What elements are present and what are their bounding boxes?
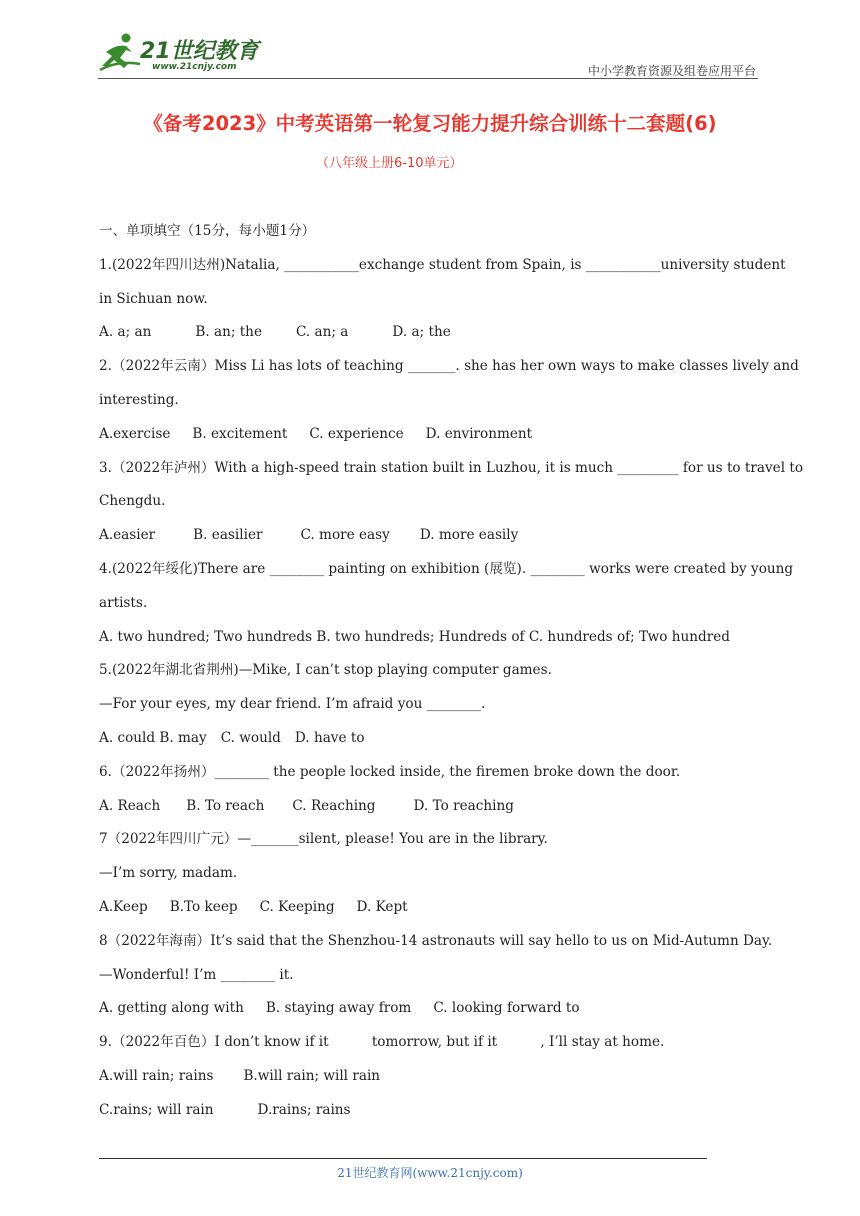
page-footer: 21世纪教育网(www.21cnjy.com) [337,1166,523,1180]
question-stem: 5.(2022年湖北省荆州)—Mike, I can’t stop playing computer games. [99,662,552,679]
option: D. environment [425,425,533,442]
option: D. more easily [419,527,519,544]
option: C.rains; will rain [99,1101,214,1118]
question-stem: in Sichuan now. [99,290,208,307]
question-stem: 2.（2022年云南）Miss Li has lots of teaching _______. she has her own ways to make classes lively and [99,358,799,375]
section-title: 一、单项填空（15分，每小题1分） [99,223,316,239]
question-stem: —For your eyes, my dear friend. I’m afraid you ________. [99,696,486,713]
option: C. Keeping [259,898,335,915]
question-stem: 1.(2022年四川达州)Natalia, ___________exchange student from Spain, is ___________university student [99,256,786,273]
question-stem: Chengdu. [99,493,166,510]
option: A.will rain; rains [99,1067,214,1084]
question-stem: 3.（2022年泸州）With a high-speed train station built in Luzhou, it is much _________ for us to travel to [99,459,804,476]
page-subtitle: （八年级上册6-10单元） [316,156,463,171]
option: C. an; a [295,324,349,341]
option: A.easier [99,527,156,544]
question-stem: —I’m sorry, madam. [99,865,238,882]
site-logo [98,30,298,76]
option: D. To reaching [413,797,514,814]
option: B. staying away from [265,1000,412,1017]
logo-url: www.21cnjy.com [152,62,237,72]
page-header [98,30,758,80]
page-title: 《备考2023》中考英语第一轮复习能力提升综合训练十二套题(6) [143,112,717,135]
option: B. To reach [186,797,265,814]
question-options [99,1094,764,1128]
question-stem: 6.（2022年扬州）________ the people locked inside, the firemen broke down the door. [99,763,681,780]
option: C. would [220,729,281,746]
question-stem: —Wonderful! I’m ________ it. [99,966,294,983]
option: C. looking forward to [433,1000,580,1017]
option: B. excitement [192,425,288,442]
option: D. a; the [392,324,451,341]
question-options [99,790,764,824]
option: C. experience [309,425,404,442]
option: A.Keep [99,898,148,915]
option: A. two hundred; Two hundreds B. two hundreds; Hundreds of C. hundreds of; Two hundred [99,628,730,645]
option: A.exercise [99,425,171,442]
option: C. Reaching [292,797,376,814]
question-stem: 4.(2022年绥化)There are ________ painting on exhibition (展览). ________ works were created by young [99,560,794,577]
option: B. easilier [193,527,263,544]
question-options [99,418,764,452]
option: D. Kept [356,898,408,915]
option: B. an; the [195,324,262,341]
question-options [99,992,764,1026]
question-stem: artists. [99,594,148,611]
footer-divider [99,1158,707,1159]
question-list [99,215,804,1128]
option: D.rains; rains [257,1101,351,1118]
question-options [99,891,764,925]
option: D. have to [294,729,365,746]
platform-label: 中小学教育资源及组卷应用平台 [587,64,756,78]
logo-name: 21世纪教育 [140,39,259,64]
option: A. could B. may [99,729,207,746]
option: B.To keep [169,898,238,915]
runner-logo-icon [98,30,142,74]
header-divider [98,78,758,79]
option: C. more easy [300,527,390,544]
question-options [99,519,764,553]
question-options [99,316,764,350]
option: A. Reach [99,797,161,814]
option: A. a; an [99,324,152,341]
question-options [99,722,764,756]
question-stem: 8（2022年海南）It’s said that the Shenzhou-14 astronauts will say hello to us on Mid-Autumn Day. [99,932,773,949]
question-stem: 9.（2022年百色）I don’t know if it tomorrow, but if it , I’ll stay at home. [99,1034,665,1051]
option: B.will rain; will rain [243,1067,381,1084]
question-stem: 7（2022年四川广元）—_______silent, please! You are in the library. [99,831,548,848]
question-options [99,1060,764,1094]
option: A. getting along with [99,1000,244,1017]
question-options [99,621,764,655]
question-stem: interesting. [99,391,179,408]
